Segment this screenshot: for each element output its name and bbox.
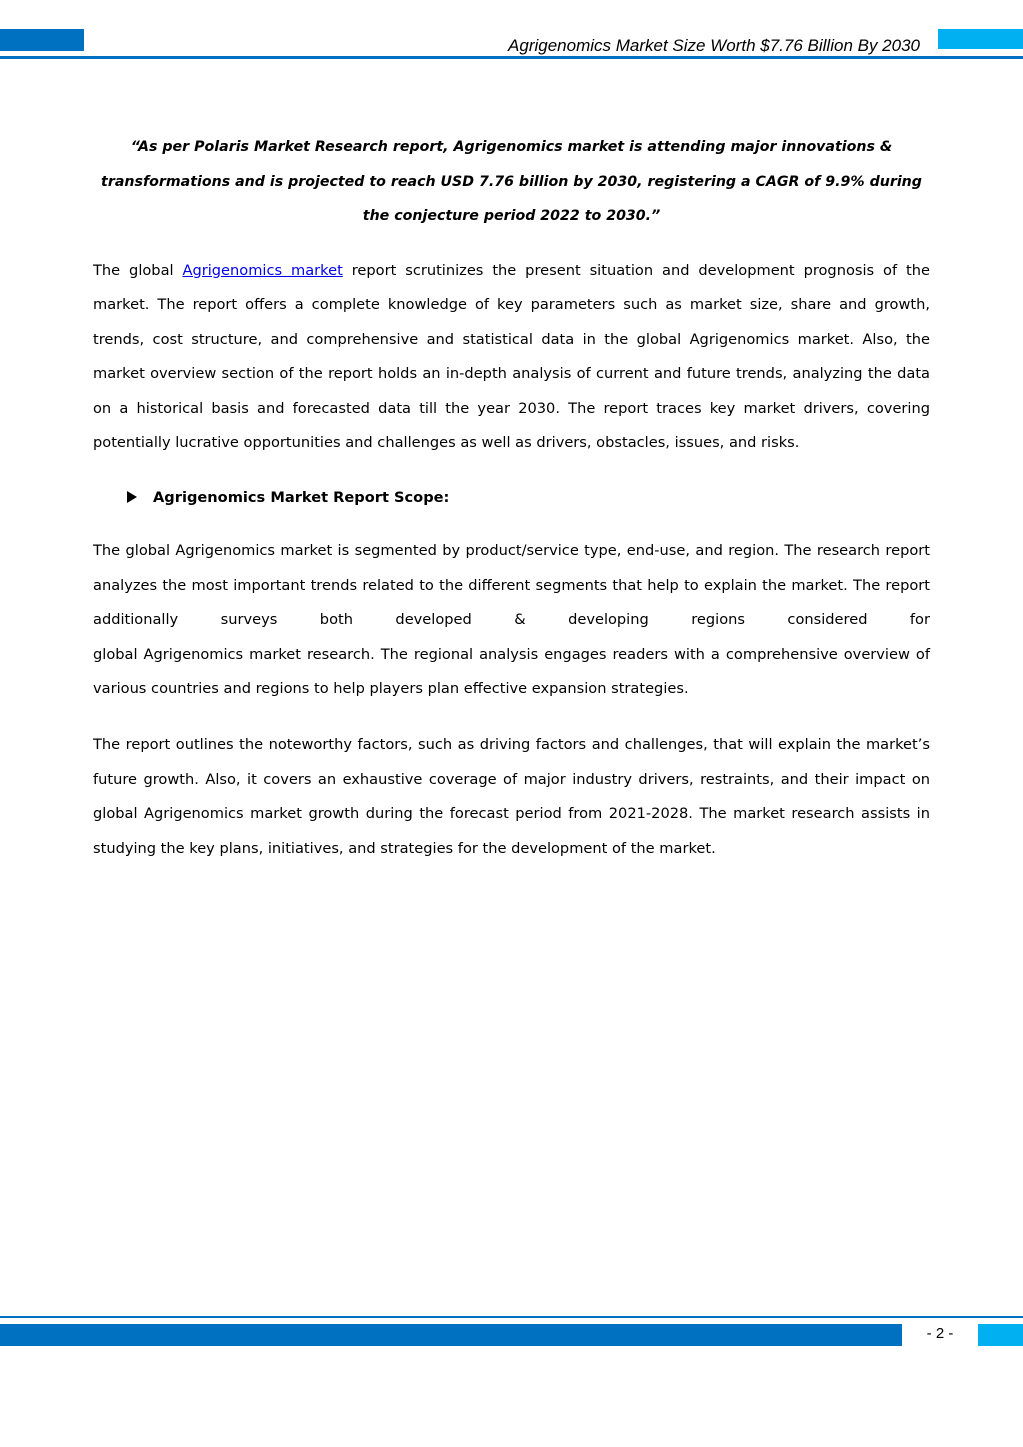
- intro-text-after-link: report scrutinizes the present situation and development prognosis of the market. The report offers a complete knowledge of key parameters such as market size, share and growth, trends, cost structure, and comprehensive and statistical data in the global Agrigenomics market. Also, the market overview section of the report holds an in-depth analysis of current and future trends, analyzing the data on a historical basis and forecasted data till the year 2030. The report traces key market drivers, covering potentially lucrative opportunities and challenges as well as drivers, obstacles, issues, and risks.: [93, 261, 930, 452]
- section-heading: Agrigenomics Market Report Scope:: [153, 488, 450, 506]
- header-title: Agrigenomics Market Size Worth $7.76 Billion By 2030: [508, 36, 920, 55]
- page-number: - 2 -: [926, 1325, 954, 1342]
- arrow-bullet-icon: [127, 491, 137, 503]
- intro-text-before-link: The global: [93, 261, 183, 279]
- footer-bar-right: [978, 1324, 1023, 1346]
- scope-paragraph: [93, 534, 930, 707]
- header-bar-right: [938, 29, 1023, 49]
- section-heading-row: [93, 480, 930, 514]
- growth-paragraph: The report outlines the noteworthy factors, such as driving factors and challenges, that will explain the market’s future growth. Also, it covers an exhaustive coverage of major industry drivers, restraints, and their impact on global Agrigenomics market growth during the forecast period from 2021-2028. The market research assists in studying the key plans, initiatives, and strategies for the development of the market.: [93, 736, 930, 857]
- agrigenomics-market-link[interactable]: Agrigenomics market: [182, 261, 343, 279]
- page-content: [93, 130, 930, 866]
- scope-paragraph-part-b: global Agrigenomics market research. The regional analysis engages readers with a comprehensive overview of various countries and regions to help players plan effective expansion strategies.: [93, 645, 930, 698]
- intro-paragraph: [93, 254, 930, 462]
- highlight-quote: “As per Polaris Market Research report, Agrigenomics market is attending major innovations & transformations and is projected to reach USD 7.76 billion by 2030, registering a CAGR of 9.9% during the conjecture period 2022 to 2030.”: [101, 139, 922, 224]
- scope-paragraph-part-a: The global Agrigenomics market is segmented by product/service type, end-use, and region. The research report analyzes the most important trends related to the different segments that help to explain the market. The report additionally surveys both developed & developing regions considered for: [93, 542, 930, 629]
- footer-rule: [0, 1316, 1023, 1318]
- footer-bar-main: [0, 1324, 902, 1346]
- header-rule: [0, 56, 1023, 59]
- header-bar-left: [0, 29, 84, 51]
